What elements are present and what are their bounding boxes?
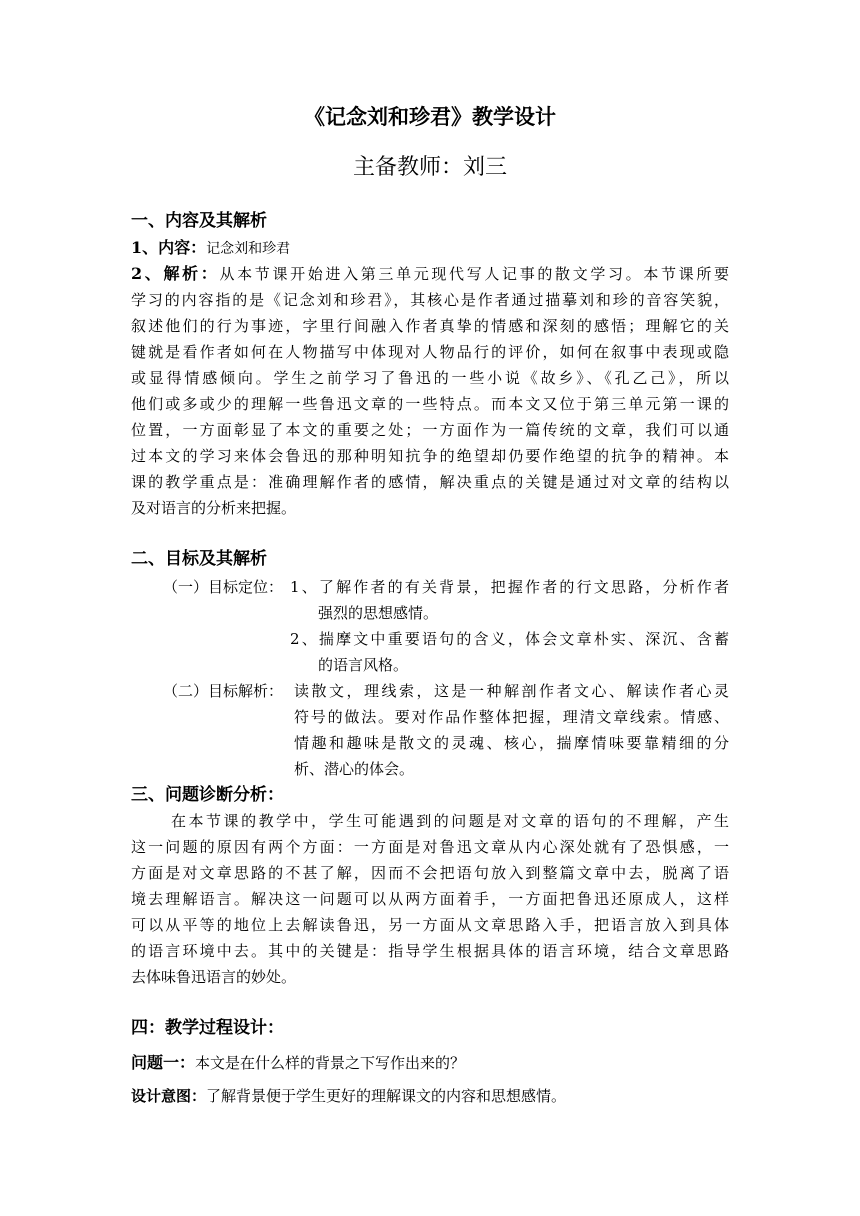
- section-3-heading: 三、问题诊断分析：: [131, 785, 284, 805]
- design-intent-text: 了解背景便于学生更好的理解课文的内容和思想感情。: [206, 1087, 567, 1105]
- goal-1-cont: 强烈的思想感情。: [318, 604, 439, 622]
- analysis-line: 及对语言的分析来把握。: [131, 499, 297, 517]
- goal-label: （一）目标定位：: [163, 578, 284, 596]
- goal-analysis-line: 读散文，理线索，这是一种解剖作者文心、解读作者心灵: [294, 682, 729, 700]
- diagnosis-line: 这一问题的原因有两个方面：一方面是对鲁迅文章从内心深处就有了恐惧感，一: [131, 838, 729, 856]
- goal-analysis-line: 情趣和趣味是散文的灵魂、核心，揣摩情味要靠精细的分: [294, 734, 729, 752]
- goal-analysis-line: 析、潜心的体会。: [294, 760, 415, 778]
- diagnosis-line: 在本节课的教学中，学生可能遇到的问题是对文章的语句的不理解，产生: [171, 812, 729, 830]
- goal-2-cont: 的语言风格。: [318, 656, 409, 674]
- diagnosis-line: 方面是对文章思路的不甚了解，因而不会把语句放入到整篇文章中去，脱离了语: [131, 864, 729, 882]
- goal-analysis-label: （二）目标解析：: [163, 682, 284, 700]
- content-line: [131, 235, 290, 262]
- question-1-label: 问题一：: [131, 1053, 196, 1072]
- analysis-line-1: 2、解析：从本节课开始进入第三单元现代写人记事的散文学习。本节课所要: [131, 264, 729, 283]
- diagnosis-line: 可以从平等的地位上去解读鲁迅，另一方面从文章思路入手，把语言放入到具体: [131, 916, 729, 934]
- analysis-line: 或显得情感倾向。学生之前学习了鲁迅的一些小说《故乡》、《孔乙己》，所以: [131, 369, 729, 387]
- section-2-heading: 二、目标及其解析: [131, 549, 267, 569]
- diagnosis-line: 去体味鲁迅语言的妙处。: [131, 968, 297, 986]
- diagnosis-line: 的语言环境中去。其中的关键是：指导学生根据具体的语言环境，结合文章思路: [131, 942, 729, 960]
- goal-2: 2、揣摩文中重要语句的含义，体会文章朴实、深沉、含蓄: [290, 630, 729, 648]
- analysis-line: 叙述他们的行为事迹，字里行间融入作者真挚的情感和深刻的感悟；理解它的关: [131, 317, 729, 335]
- analysis-line: 课的教学重点是：准确理解作者的感情，解决重点的关键是通过对文章的结构以: [131, 473, 729, 491]
- analysis-label: 2、解析：: [131, 264, 220, 283]
- section-4-heading: 四：教学过程设计：: [131, 1018, 284, 1038]
- analysis-line: 他们或多或少的理解一些鲁迅文章的一些特点。而本文又位于第三单元第一课的: [131, 395, 729, 413]
- analysis-line: 学习的内容指的是《记念刘和珍君》，其核心是作者通过描摹刘和珍的音容笑貌，: [131, 291, 729, 309]
- goal-1: 1、了解作者的有关背景，把握作者的行文思路，分析作者: [290, 578, 729, 596]
- analysis-line: 过本文的学习来体会鲁迅的那种明知抗争的绝望却仍要作绝望的抗争的精神。本: [131, 447, 729, 465]
- content-value: 记念刘和珍君: [206, 241, 291, 257]
- design-intent: [131, 1083, 566, 1109]
- section-1-heading: 一、内容及其解析: [131, 211, 267, 231]
- analysis-line: 位置，一方面彰显了本文的重要之处；一方面作为一篇传统的文章，我们可以通: [131, 421, 729, 439]
- goal-analysis-line: 符号的做法。要对作品作整体把握，理清文章线索。情感、: [294, 708, 729, 726]
- analysis-line: 键就是看作者如何在人物描写中体现对人物品行的评价，如何在叙事中表现或隐: [131, 343, 729, 361]
- question-1-text: 本文是在什么样的背景之下写作出来的？: [195, 1054, 466, 1072]
- author-line: 主备教师：刘三: [352, 155, 507, 180]
- diagnosis-line: 境去理解语言。解决这一问题可以从两方面着手，一方面把鲁迅还原成人，这样: [131, 890, 729, 908]
- document-title: 《记念刘和珍君》教学设计: [304, 104, 556, 129]
- question-1: [131, 1050, 465, 1076]
- design-intent-label: 设计意图：: [131, 1087, 207, 1105]
- content-label: 1、内容：: [131, 238, 207, 257]
